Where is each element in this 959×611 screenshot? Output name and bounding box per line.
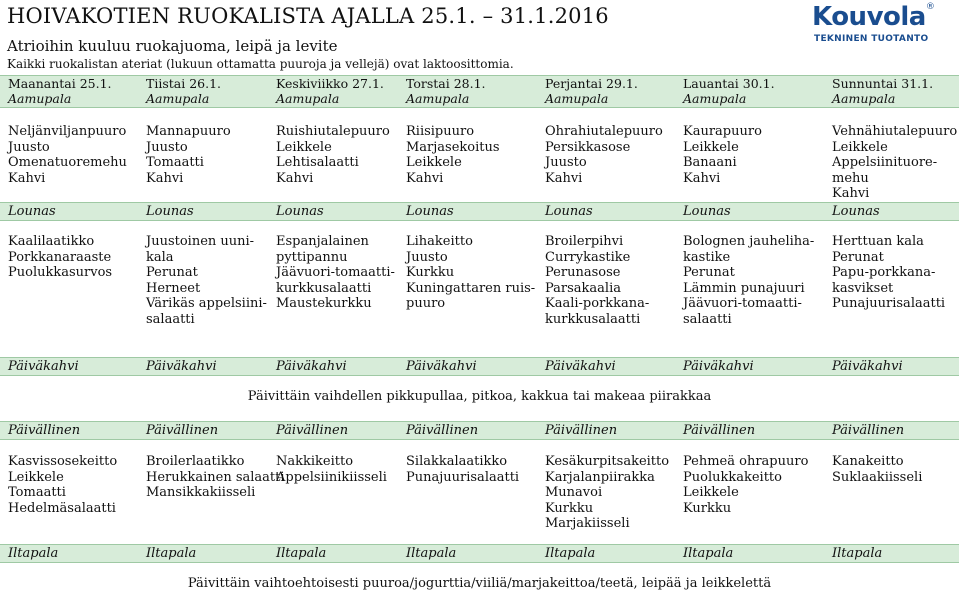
- menu-item: Punajuurisalaatti: [832, 296, 946, 311]
- menu-item: Kesäkurpitsakeitto: [545, 454, 670, 469]
- aamupala-tuesday: [146, 124, 231, 186]
- aamupala-saturday: [683, 124, 762, 186]
- menu-item: Kasvissosekeitto: [8, 454, 118, 469]
- menu-item: Riisipuuro: [406, 124, 475, 139]
- menu-item: Kurkku: [683, 500, 732, 516]
- paivakahvi-note: Päivittäin vaihdellen pikkupullaa, pitkoa, kakkua tai makeaa piirakkaa: [247, 389, 712, 404]
- paivallinen-thursday: [406, 454, 519, 485]
- menu-item: mehu: [832, 170, 869, 186]
- lactose-note: Kaikki ruokalistan ateriat (lukuun ottamatta puuroja ja vellejä) ovat laktoosittomia.: [7, 57, 514, 71]
- logo-wordmark: [812, 2, 934, 32]
- menu-item: Juusto: [8, 139, 50, 155]
- meal-label-lounas: Lounas: [276, 204, 324, 219]
- menu-item: Papu-porkkana-: [832, 265, 936, 280]
- menu-item: Kahvi: [406, 170, 444, 186]
- menu-item: Herukkainen salaatti: [146, 469, 285, 485]
- menu-item: Hedelmäsalaatti: [8, 500, 116, 516]
- menu-item: Suklaakiisseli: [832, 469, 923, 485]
- menu-item: Puolukkasurvos: [8, 265, 113, 280]
- menu-item: puuro: [406, 296, 446, 311]
- aamupala-monday: [8, 124, 127, 186]
- menu-item: Jäävuori-tomaatti-: [276, 265, 395, 280]
- day-header: Keskiviikko 27.1.: [276, 76, 384, 91]
- aamupala-row: [0, 124, 959, 202]
- logo-word-text: Kouvola: [812, 2, 926, 32]
- menu-item: Leikkele: [683, 139, 739, 155]
- paivakahvi-bar: [0, 357, 959, 376]
- menu-item: Kahvi: [545, 170, 583, 186]
- meal-label-paivakahvi: Päiväkahvi: [545, 359, 616, 374]
- menu-item: Juusto: [545, 155, 587, 170]
- menu-item: Nakkikeitto: [276, 454, 354, 469]
- menu-item: Värikäs appelsiini-: [146, 296, 267, 311]
- day-header: Tiistai 26.1.: [146, 76, 221, 91]
- meal-label-aamupala: Aamupala: [683, 91, 747, 106]
- menu-item: Kaali-porkkana-: [545, 296, 650, 311]
- paivallinen-tuesday: [146, 454, 285, 501]
- paivallinen-friday: [545, 454, 669, 532]
- menu-item: Kanakeitto: [832, 454, 904, 469]
- day-header: Perjantai 29.1.: [545, 76, 638, 91]
- menu-item: Omenatuoremehu: [8, 155, 127, 170]
- meal-label-lounas: Lounas: [8, 204, 56, 219]
- meal-label-paivallinen: Päivällinen: [545, 423, 618, 438]
- aamupala-wednesday: [276, 124, 390, 186]
- menu-item: Puolukkakeitto: [683, 469, 782, 485]
- menu-item: Perunat: [832, 249, 884, 265]
- menu-item: Mansikkakiisseli: [146, 485, 256, 500]
- aamupala-sunday: [832, 124, 957, 202]
- paivallinen-wednesday: [276, 454, 387, 485]
- aamupala-thursday: [406, 124, 500, 186]
- lounas-thursday: [406, 234, 535, 312]
- meal-label-iltapala: Iltapala: [406, 546, 457, 561]
- meal-label-iltapala: Iltapala: [276, 546, 327, 561]
- menu-item: Appelsiinikiisseli: [276, 469, 387, 485]
- meal-label-aamupala: Aamupala: [406, 91, 470, 106]
- menu-item: Kahvi: [276, 170, 314, 186]
- meal-label-lounas: Lounas: [146, 204, 194, 219]
- lounas-monday: [8, 234, 112, 281]
- menu-item: salaatti: [683, 311, 732, 327]
- menu-item: kala: [146, 249, 174, 265]
- meal-label-paivakahvi: Päiväkahvi: [832, 359, 903, 374]
- menu-item: Lämmin punajuuri: [683, 280, 805, 296]
- menu-item: Punajuurisalaatti: [406, 469, 520, 485]
- menu-item: Pehmeä ohrapuuro: [683, 454, 809, 469]
- menu-item: Marjakiisseli: [545, 516, 630, 531]
- day-header: Lauantai 30.1.: [683, 76, 775, 91]
- menu-item: Munavoi: [545, 485, 603, 500]
- meal-label-lounas: Lounas: [683, 204, 731, 219]
- day-header: Torstai 28.1.: [406, 76, 486, 91]
- menu-item: Leikkele: [8, 469, 64, 485]
- paivallinen-row: [0, 454, 959, 534]
- menu-item: Porkkanaraaste: [8, 249, 112, 265]
- menu-item: Mannapuuro: [146, 124, 231, 139]
- meal-label-iltapala: Iltapala: [832, 546, 883, 561]
- menu-item: pyttipannu: [276, 249, 348, 265]
- menu-item: Lihakeitto: [406, 234, 473, 249]
- logo-registered-mark: ®: [925, 2, 935, 12]
- meal-label-paivakahvi: Päiväkahvi: [8, 359, 79, 374]
- menu-item: salaatti: [146, 311, 195, 327]
- menu-item: Kahvi: [146, 170, 184, 186]
- meal-label-aamupala: Aamupala: [276, 91, 340, 106]
- menu-item: Leikkele: [276, 139, 332, 155]
- menu-item: Tomaatti: [8, 485, 66, 500]
- meal-label-aamupala: Aamupala: [146, 91, 210, 106]
- menu-item: kurkkusalaatti: [545, 311, 641, 327]
- paivallinen-bar: [0, 421, 959, 440]
- menu-item: Herneet: [146, 280, 201, 296]
- meal-label-paivakahvi: Päiväkahvi: [406, 359, 477, 374]
- lounas-bar: [0, 202, 959, 221]
- menu-item: kasvikset: [832, 280, 894, 296]
- menu-item: Neljänviljanpuuro: [8, 124, 127, 139]
- lounas-friday: [545, 234, 649, 327]
- lounas-wednesday: [276, 234, 395, 312]
- menu-title: HOIVAKOTIEN RUOKALISTA AJALLA 25.1. – 31.1.2016: [7, 4, 609, 28]
- menu-item: Leikkele: [406, 155, 462, 170]
- day-header-bar: [0, 75, 959, 108]
- menu-item: Kahvi: [8, 170, 46, 186]
- menu-item: kurkkusalaatti: [276, 280, 372, 296]
- menu-item: Kahvi: [683, 170, 721, 186]
- menu-item: Banaani: [683, 155, 737, 170]
- menu-item: Juusto: [146, 139, 188, 155]
- kouvola-logo: [812, 2, 952, 46]
- meal-label-paivakahvi: Päiväkahvi: [683, 359, 754, 374]
- menu-item: Broilerlaatikko: [146, 454, 245, 469]
- day-header: Sunnuntai 31.1.: [832, 76, 934, 91]
- meal-label-iltapala: Iltapala: [8, 546, 59, 561]
- menu-item: Leikkele: [832, 139, 888, 155]
- menu-item: Juusto: [406, 249, 448, 265]
- lounas-tuesday: [146, 234, 267, 327]
- meal-label-iltapala: Iltapala: [146, 546, 197, 561]
- aamupala-friday: [545, 124, 663, 186]
- menu-subtitle: Atrioihin kuuluu ruokajuoma, leipä ja levite: [7, 37, 338, 55]
- lounas-row: [0, 234, 959, 334]
- meal-label-iltapala: Iltapala: [545, 546, 596, 561]
- menu-item: Kaurapuuro: [683, 124, 762, 139]
- menu-item: Jäävuori-tomaatti-: [683, 296, 802, 311]
- meal-label-aamupala: Aamupala: [545, 91, 609, 106]
- menu-item: Tomaatti: [146, 155, 204, 170]
- menu-item: Kurkku: [545, 500, 594, 516]
- lounas-saturday: [683, 234, 814, 327]
- menu-item: Perunasose: [545, 265, 621, 280]
- menu-item: Silakkalaatikko: [406, 454, 508, 469]
- meal-label-lounas: Lounas: [406, 204, 454, 219]
- menu-item: kastike: [683, 249, 731, 265]
- meal-label-aamupala: Aamupala: [832, 91, 896, 106]
- meal-label-aamupala: Aamupala: [8, 91, 72, 106]
- menu-item: Lehtisalaatti: [276, 155, 359, 170]
- menu-item: Appelsiinituore-: [832, 155, 938, 170]
- menu-item: Currykastike: [545, 249, 631, 265]
- menu-item: Perunat: [683, 265, 735, 280]
- meal-label-iltapala: Iltapala: [683, 546, 734, 561]
- iltapala-bar: [0, 544, 959, 563]
- meal-label-lounas: Lounas: [832, 204, 880, 219]
- menu-item: Espanjalainen: [276, 234, 369, 249]
- meal-label-paivakahvi: Päiväkahvi: [146, 359, 217, 374]
- logo-subtext: TEKNINEN TUOTANTO: [814, 34, 929, 44]
- menu-item: Broilerpihvi: [545, 234, 624, 249]
- menu-item: Maustekurkku: [276, 296, 372, 311]
- menu-item: Kahvi: [832, 186, 870, 201]
- meal-label-paivallinen: Päivällinen: [683, 423, 756, 438]
- meal-label-paivakahvi: Päiväkahvi: [276, 359, 347, 374]
- menu-item: Kaalilaatikko: [8, 234, 95, 249]
- paivallinen-monday: [8, 454, 117, 516]
- paivallinen-saturday: [683, 454, 808, 516]
- menu-item: Ohrahiutalepuuro: [545, 124, 663, 139]
- lounas-sunday: [832, 234, 945, 312]
- meal-label-lounas: Lounas: [545, 204, 593, 219]
- menu-item: Persikkasose: [545, 139, 631, 155]
- menu-item: Karjalanpiirakka: [545, 469, 655, 485]
- day-header: Maanantai 25.1.: [8, 76, 112, 91]
- menu-item: Juustoinen uuni-: [146, 234, 255, 249]
- meal-label-paivallinen: Päivällinen: [832, 423, 905, 438]
- menu-item: Bolognen jauheliha-: [683, 234, 815, 249]
- menu-item: Marjasekoitus: [406, 139, 500, 155]
- menu-item: Perunat: [146, 265, 198, 280]
- menu-item: Vehnähiutalepuuro: [832, 124, 958, 139]
- paivallinen-sunday: [832, 454, 922, 485]
- menu-item: Parsakaalia: [545, 280, 621, 296]
- meal-label-paivallinen: Päivällinen: [146, 423, 219, 438]
- meal-label-paivallinen: Päivällinen: [276, 423, 349, 438]
- menu-item: Ruishiutalepuuro: [276, 124, 390, 139]
- menu-item: Kuningattaren ruis-: [406, 280, 536, 296]
- meal-label-paivallinen: Päivällinen: [406, 423, 479, 438]
- meal-label-paivallinen: Päivällinen: [8, 423, 81, 438]
- iltapala-note: Päivittäin vaihtoehtoisesti puuroa/jogurttia/viiliä/marjakeittoa/teetä, leipää ja leikkelettä: [187, 576, 772, 591]
- menu-item: Kurkku: [406, 265, 455, 280]
- menu-item: Leikkele: [683, 485, 739, 500]
- menu-item: Herttuan kala: [832, 234, 924, 249]
